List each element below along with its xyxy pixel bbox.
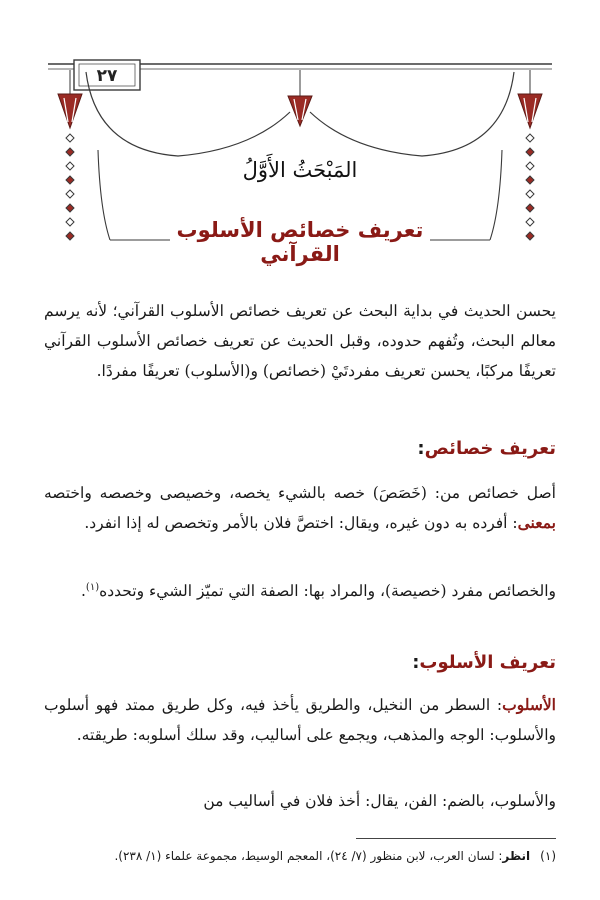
uslub-p1-keyword: الأسلوب (502, 695, 556, 714)
uslub-paragraph-1 (44, 690, 556, 750)
page-number: ٢٧ (96, 66, 118, 86)
khasais-p1-part-b: : أفرده به دون غيره، ويقال: اختصَّ فلان بالأمر وتخصص له إذا انفرد. (84, 514, 518, 532)
heading-uslub-text: تعريف الأسلوب (419, 652, 556, 673)
khasais-paragraph-1 (44, 478, 556, 538)
footnote-reference[interactable]: (١) (85, 581, 100, 593)
footnote-text: : لسان العرب، لابن منظور (٧/ ٢٤)، المعجم الوسيط، مجموعة علماء (١/ ٢٣٨). (114, 849, 503, 863)
intro-paragraph: يحسن الحديث في بداية البحث عن تعريف خصائص الأسلوب القرآني؛ لأنه يرسم معالم البحث، وتُفهم حدوده، وقبل الحديث عن تعريف خصائص الأسلوب القرآني تعريفًا مركبًا، يحسن تعريف مفردتَيْ (خصائص) و(الأسلوب) تعريفًا مفردًا. (44, 302, 556, 380)
heading-khasais (417, 438, 556, 459)
uslub-p1-rest: : السطر من النخيل، والطريق يأخذ فيه، وكل طريق ممتد فهو أسلوب والأسلوب: الوجه والمذهب، ويجمع على أساليب، وقد سلك أسلوبه: طريقته. (44, 696, 556, 744)
heading-uslub (412, 652, 556, 673)
heading-colon: : (417, 438, 425, 459)
footnote-label: انظر (502, 849, 531, 863)
khasais-p2-text: والخصائص مفرد (خصيصة)، والمراد بها: الصفة التي تميّز الشيء وتحدده (99, 582, 556, 600)
uslub-paragraph-2: والأسلوب، بالضم: الفن، يقال: أخذ فلان في أساليب من (203, 792, 556, 810)
heading-khasais-text: تعريف خصائص (424, 438, 556, 459)
center-tassel-ornament (288, 70, 312, 126)
footnote-number: (١) (540, 849, 556, 863)
heading-colon: : (412, 652, 420, 673)
footnote (44, 846, 556, 866)
footnote-divider (356, 838, 556, 839)
section-label: المَبْحَثُ الأَوَّلُ (242, 158, 358, 182)
right-tassel-ornament (518, 70, 542, 128)
khasais-p2-end: . (80, 582, 86, 600)
section-title: تعريف خصائص الأسلوب القرآني (176, 218, 424, 266)
khasais-paragraph-2 (44, 576, 556, 606)
khasais-p1-part-a: أصل خصائص من: (خَصَصَ) خصه بالشيء يخصه، وخصيصى وخصصه واختصه (44, 484, 556, 502)
khasais-p1-keyword: بمعنى (517, 513, 556, 532)
